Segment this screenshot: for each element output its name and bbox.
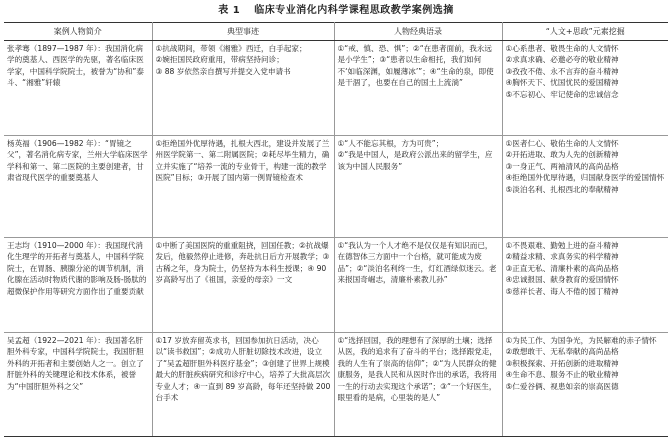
bio-cell [4,41,152,136]
deeds-cell [152,238,334,333]
bio-cell [4,238,152,333]
case-table [4,22,668,437]
quotes-cell [334,238,502,333]
header-row [4,23,668,41]
deeds-cell [152,333,334,437]
deed-item: ①拒绝国外优厚待遇，扎根大西北，建设并发展了兰州医学院第一、第二附属医院；②耗尽毕生精力，确立并实施了“培养一流的专业骨干，构建一流的教学医院”目标；③开展了国内第一例胃镜检查术 [155,139,330,183]
deed-item: ③ 88 岁依然亲自撰写并提交入党申请书 [155,66,291,76]
quotes-cell [334,333,502,437]
element-item: ⑤不忘初心、牢记使命的忠诚信念 [505,89,619,99]
deed-item: ①抗战期间，带领《湘雅》西迁，白手起家； [155,44,307,53]
table-title: 临床专业消化内科学课程思政教学案例选摘 [254,5,454,16]
element-item: ②开拓进取、敢为人先的创新精神 [505,150,619,160]
deed-item: ①17 岁放弃留英求书，回国参加抗日活动，决心以“读书救国”；②成功人肝脏切除技术改进，设立了“吴孟超肝胆外科医疗基金”；③创建了世界上规模最大的肝脏疾病研究和诊疗中心，培养了大批高层次专业人才；④一直到 89 岁高龄，每年还坚持做 200 台手术 [155,336,331,403]
table-row [4,41,668,136]
bio-text: 吴孟超（1922—2021 年）：我国著名肝胆外科专家，中国科学院院士，我国肝胆外科的开拓者和主要创始人之一。创立了肝脏外科的关键理论和技术体系，被誉为“中国肝胆外科之父” [7,336,144,391]
quote-item: ①“戒、慎、恐、惧”；②“在患者面前，我永远是小学生”；③“患者以生命相托，我们如何不‘如临深渊，如履薄冰’”；④“生命的泉，即使是干涸了，也要在自己的国土上流淌” [337,44,494,88]
element-item: ①为民工作、为国争光，为民解难的赤子情怀 [505,336,657,345]
bio-text: 杨英福（1906—1982 年）：“胃镜之父”，著名消化病专家，兰州大学临床医学学科和第一、第二医院的主要创建者，甘肃省现代医学的重要奠基人 [7,139,148,183]
header-quotes: 人物经典语录 [334,23,502,41]
deed-item: ②婉拒国民政府重用，带病坚持问诊； [155,55,284,65]
elements-cell [502,238,668,333]
element-item: ⑤慈祥长者、诲人不倦的园丁精神 [505,286,619,296]
element-item: ④胸怀天下、忧国忧民的爱国精神 [505,78,619,88]
quote-item: ①“人不能忘其根，方为可贵”； [337,139,444,148]
element-item: ①心系患者、敬畏生命的人文情怀 [505,44,619,53]
bio-text: 王志均（1910—2000 年）：我国现代消化生理学的开拓者与奠基人，中国科学院院士，在胃肠、胰腺分泌的调节机制，消化腺在活动时物质代谢的影响及肠-肠肽的超微保护作用等研究方面作出了重要贡献 [7,241,147,296]
quote-item: ①“我认为一个人才绝不是仅仅是有知识而已，在德智体三方面中一个台格，就可能成为废品”；②“淡泊名利终一生，灯红酒绿似迷云。老来报国奇崛志，清廉朴素教儿孙” [337,241,497,285]
quotes-cell [334,136,502,238]
element-item: ①医者仁心、敬佑生命的人文情怀 [505,139,619,148]
element-item: ②求真求确、必邀必夸的敬业精神 [505,55,619,65]
table-row [4,238,668,333]
element-item: ③一身正气、两袖清风的高尚品格 [505,161,619,171]
element-item: ⑤淡泊名利、扎根西北的奉献精神 [505,184,619,194]
quotes-cell [334,41,502,136]
element-item: ③积极探索、开拓创新的进取精神 [505,358,619,368]
element-item: ②敢想敢干、无私奉献的高尚品格 [505,347,619,357]
element-item: ①不畏艰难、勤勉上进的奋斗精神 [505,241,619,250]
deed-item: ①中断了美国医院的重重阻挠，回国任教；②抗战爆发后，他毅然停止进修，奔赴抗日后方开展教学；③古稀之年，身为院士，仍坚持为本科生授课；④ 90 岁高龄写出了《祖国，亲爱的母亲》一文 [155,241,330,285]
table-row [4,333,668,437]
table-number: 表 1 [218,5,241,16]
element-item: ⑤仁爱谷俩、视患如亲的崇高医德 [505,381,619,391]
bio-cell [4,333,152,437]
element-item: ②精益求精、求真务实的科学精神 [505,252,619,262]
quote-item: ②“我是中国人，是政府公派出来的留学生，应该为中国人民服务” [337,150,493,171]
elements-cell [502,333,668,437]
elements-cell [502,136,668,238]
elements-cell [502,41,668,136]
header-deeds: 典型事迹 [152,23,334,41]
bio-text: 张孝骞（1897—1987 年）：我国消化病学的奠基人、西医学的先驱，著名临床医学家，中国科学院院士，被誉为“协和”泰斗、“湘雅”轩辕 [7,44,144,88]
header-elements: “人文+思政”元素挖掘 [502,23,668,41]
table-row [4,136,668,238]
table-caption [0,0,672,22]
bio-cell [4,136,152,238]
element-item: ④拒绝国外优厚待遇，归国献身医学的爱国情怀 [505,173,665,183]
deeds-cell [152,136,334,238]
element-item: ③正直无私、清廉朴素的高尚品格 [505,263,619,273]
element-item: ④忠诚报国、献身教育的爱国情怀 [505,275,619,285]
header-bio: 案例人物简介 [4,23,152,41]
deeds-cell [152,41,334,136]
element-item: ④生命不息、服务不止的敬业精神 [505,370,619,380]
quote-item: ①“选择回国，我的理想有了深厚的土壤；选择从医，我的追求有了奋斗的平台；选择跟党走，我的人生有了崇高的信仰”；②“为人民群众的健康服务，是我人民和从医时作出的承诺，我将用一生的行动去实现这个承诺”；③“一个好医生，眼里看的是病，心里装的是人” [337,336,497,403]
element-item: ③孜孜不倦、永不言弃的奋斗精神 [505,66,619,76]
